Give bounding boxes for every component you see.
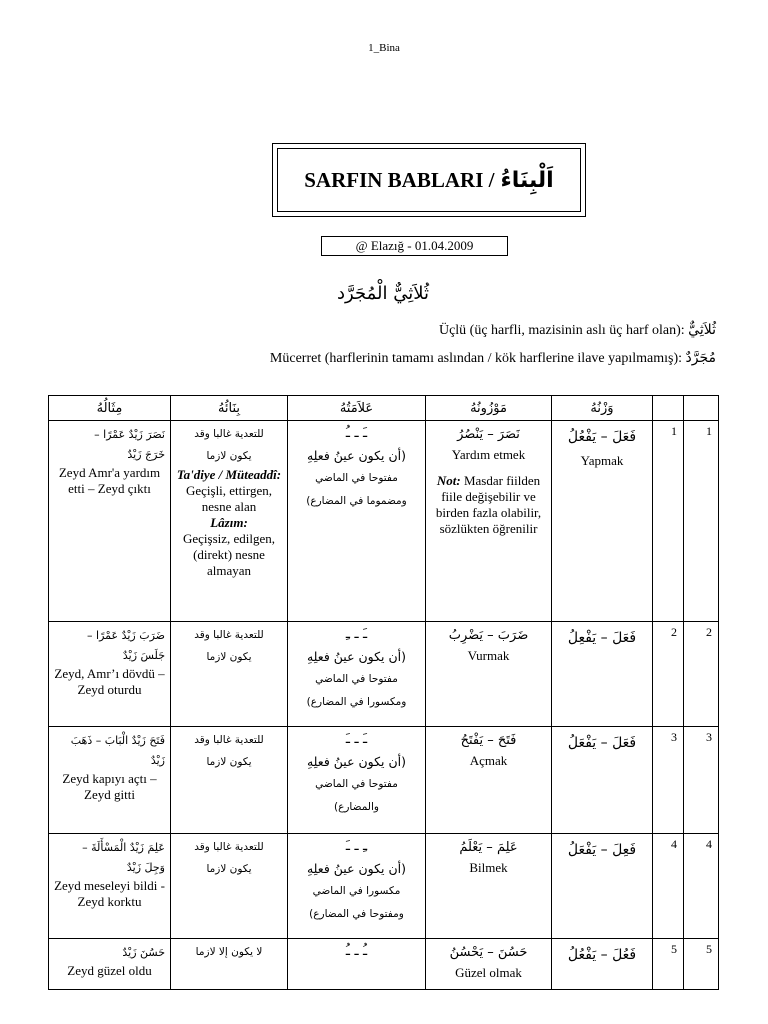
cell-number-1 [653,421,684,622]
misal-arabic-line: خَرَجَ زَيْدٌ [127,448,165,461]
cell-binaa [171,834,288,939]
header-vezn: وَزْنُهُ [552,396,653,421]
binaa-arabic-line: للتعدية غالبا وقد [194,629,264,641]
harakat-marks: ـَ ـ ـِ [345,626,368,642]
alame-line: مفتوحا في الماضي [315,673,398,685]
mevzun-arabic: فَتَحَ – يَفْتَحُ [460,733,517,748]
header-binaa: بِنَائُهُ [171,396,288,421]
cell-vezn [552,834,653,939]
title-box [272,143,586,217]
table-row [49,421,719,622]
row-number: 5 [706,942,712,956]
definition-uclu [439,322,716,339]
cell-misal [49,834,171,939]
row-number: 3 [671,730,677,744]
cell-mevzun [426,834,552,939]
misal-arabic-line: حَسُنَ زَيْدٌ [122,946,165,959]
cell-alame [288,727,426,834]
cell-mevzun [426,727,552,834]
title-arabic: اَلْبِنَاءُ [500,167,554,193]
alame-description [288,442,425,513]
cell-alame [288,622,426,727]
misal-arabic [49,421,170,465]
note-label: Not: [436,473,461,488]
cell-vezn [552,622,653,727]
cell-misal [49,622,171,727]
misal-arabic-line: ضَرَبَ زَيْدٌ عَمْرًا – [87,629,165,642]
binaa-arabic-line: لا يكون إلا لازما [195,946,263,958]
alame-line: (أن يكون عينُ فعلِهِ [306,649,407,664]
cell-vezn [552,421,653,622]
cell-vezn [552,939,653,990]
vezn-meaning: Yapmak [580,453,624,468]
table-row [49,727,719,834]
definition-arabic: ثُلاَثِيٌّ [688,322,716,338]
vezn-arabic: فَعُلَ – يَفْعُلُ [567,947,637,963]
misal-arabic-line: زَيْدٌ [150,754,165,767]
running-header: 1_Bina [368,42,400,54]
binaa-arabic [171,727,287,773]
misal-arabic [49,622,170,666]
cell-number-2 [684,622,719,727]
binaa-arabic [171,622,287,668]
binaa-arabic-line: يكون لازما [206,651,252,663]
table-row [49,622,719,727]
definition-mucerret [270,350,716,367]
term-tadiye: Ta'diye / Müteaddî: [176,467,282,482]
note-text: Masdar fiilden fiile değişebilir ve birden fazla olabilir, sözlükten öğrenilir [435,473,542,536]
term-tadiye-desc: Geçişli, ettirgen, nesne alan [185,483,273,514]
alame-description [288,643,425,714]
masdar-note [426,463,551,539]
title-latin: SARFIN BABLARI / [304,167,495,192]
cell-vezn [552,727,653,834]
row-number: 1 [671,424,677,438]
cell-misal [49,939,171,990]
misal-translation: Zeyd güzel oldu [67,963,152,978]
mevzun-arabic: حَسُنَ – يَحْسُنُ [449,945,528,960]
misal-arabic [49,939,170,963]
alame-line: والمضارع) [334,801,379,813]
harakat-marks: ـَ ـ ـَ [345,731,368,747]
binaa-arabic [171,939,287,963]
header-number-2 [684,396,719,421]
cell-binaa [171,939,288,990]
mevzun-meaning: Güzel olmak [455,965,522,980]
cell-number-1 [653,622,684,727]
row-number: 4 [671,837,677,851]
vezn-arabic: فَعَلَ – يَفْعُلُ [567,429,637,445]
cell-number-1 [653,939,684,990]
harakat-marks: ـَ ـ ـُ [345,425,368,441]
alame-line: مكسورا في الماضي [312,885,401,897]
vezn-arabic: فَعِلَ – يَفْعَلُ [567,842,637,858]
binaa-arabic-line: يكون لازما [206,863,252,875]
mevzun-arabic: ضَرَبَ – يَضْرِبُ [448,628,529,643]
row-number: 4 [706,837,712,851]
header-alame: عَلاَمَتُهُ [288,396,426,421]
header-number-1 [653,396,684,421]
cell-misal [49,727,171,834]
cell-alame [288,834,426,939]
misal-translation: Zeyd meseleyi bildi - Zeyd korktu [54,878,165,909]
mevzun-meaning: Açmak [469,753,508,768]
alame-line: (أن يكون عينُ فعلِهِ [306,754,407,769]
binaa-arabic-line: يكون لازما [206,756,252,768]
vezn-arabic: فَعَلَ – يَفْعَلُ [567,735,637,751]
cell-misal [49,421,171,622]
vezn-arabic: فَعَلَ – يَفْعِلُ [567,630,637,646]
cell-alame [288,939,426,990]
misal-arabic-line: نَصَرَ زَيْدٌ عَمْرًا – [94,428,165,441]
alame-line: ومكسورا في المضارع) [306,696,407,708]
row-number: 3 [706,730,712,744]
alame-description [288,748,425,819]
table-row [49,834,719,939]
cell-number-1 [653,727,684,834]
row-number: 2 [671,625,677,639]
cell-number-2 [684,421,719,622]
cell-alame [288,421,426,622]
binaa-arabic-line: يكون لازما [206,450,252,462]
header-mevzun: مَوْزُونُهُ [426,396,552,421]
mevzun-meaning: Yardım etmek [451,447,526,462]
term-lazim: Lâzım: [210,515,248,530]
harakat-marks: ـِ ـ ـَ [345,838,368,854]
binaa-arabic [171,834,287,880]
cell-binaa [171,421,288,622]
definition-text: Mücerret (harflerinin tamamı aslından / kök harflerine ilave yapılmamış): [269,351,682,366]
binaa-arabic [171,421,287,467]
binaa-arabic-line: للتعدية غالبا وقد [194,428,264,440]
misal-arabic [49,727,170,771]
alame-description [288,855,425,926]
binaa-arabic-line: للتعدية غالبا وقد [194,841,264,853]
misal-arabic-line: عَلِمَ زَيْدٌ الْمَسْأَلَةَ – [82,841,165,854]
cell-number-1 [653,834,684,939]
date-location-box: @ Elazığ - 01.04.2009 [321,236,508,256]
table-row [49,939,719,990]
title-inner-frame [277,148,581,212]
misal-translation: Zeyd kapıyı açtı – Zeyd gitti [62,771,157,802]
harakat-marks: ـُ ـ ـُ [345,943,368,959]
row-number: 5 [671,942,677,956]
table-header-row [49,396,719,421]
definition-arabic: مُجَرَّدٌ [685,350,716,366]
definition-text: Üçlü (üç harfli, mazisinin aslı üç harf olan): [438,323,685,338]
cell-binaa [171,622,288,727]
binaa-arabic-line: للتعدية غالبا وقد [194,734,264,746]
cell-number-2 [684,834,719,939]
cell-mevzun [426,939,552,990]
cell-number-2 [684,939,719,990]
mevzun-meaning: Vurmak [467,648,510,663]
cell-mevzun [426,622,552,727]
misal-arabic-line: وَجِلَ زَيْدٌ [126,861,165,874]
alame-line: ومضموما في المضارع) [306,495,407,507]
mevzun-arabic: عَلِمَ – يَعْلَمُ [459,840,518,855]
alame-line: مفتوحا في الماضي [315,778,398,790]
misal-translation: Zeyd Amr'a yardım etti – Zeyd çıktı [58,465,161,496]
cell-number-2 [684,727,719,834]
bab-table [48,395,719,990]
term-lazim-desc: Geçişsiz, edilgen, (direkt) nesne almayan [182,531,276,578]
mevzun-meaning: Bilmek [469,860,508,875]
cell-binaa [171,727,288,834]
misal-arabic-line: فَتَحَ زَيْدٌ الْبَابَ – ذَهَبَ [70,734,165,747]
alame-line: ومفتوحا في المضارع) [309,908,404,920]
misal-arabic [49,834,170,878]
cell-mevzun [426,421,552,622]
misal-translation: Zeyd, Amr’ı dövdü – Zeyd oturdu [54,666,165,697]
row-number: 1 [706,424,712,438]
mevzun-arabic: نَصَرَ – يَنْصُرُ [457,427,520,442]
row-number: 2 [706,625,712,639]
alame-line: (أن يكون عينُ فعلِهِ [306,861,407,876]
alame-line: (أن يكون عينُ فعلِهِ [306,448,407,463]
section-subheading: ثُلاَثِيٌّ الْمُجَرَّد [337,283,429,304]
header-misal: مِثَالُهُ [49,396,171,421]
misal-arabic-line: جَلَسَ زَيْدٌ [122,649,165,662]
alame-line: مفتوحا في الماضي [315,472,398,484]
binaa-explanation [171,467,287,581]
